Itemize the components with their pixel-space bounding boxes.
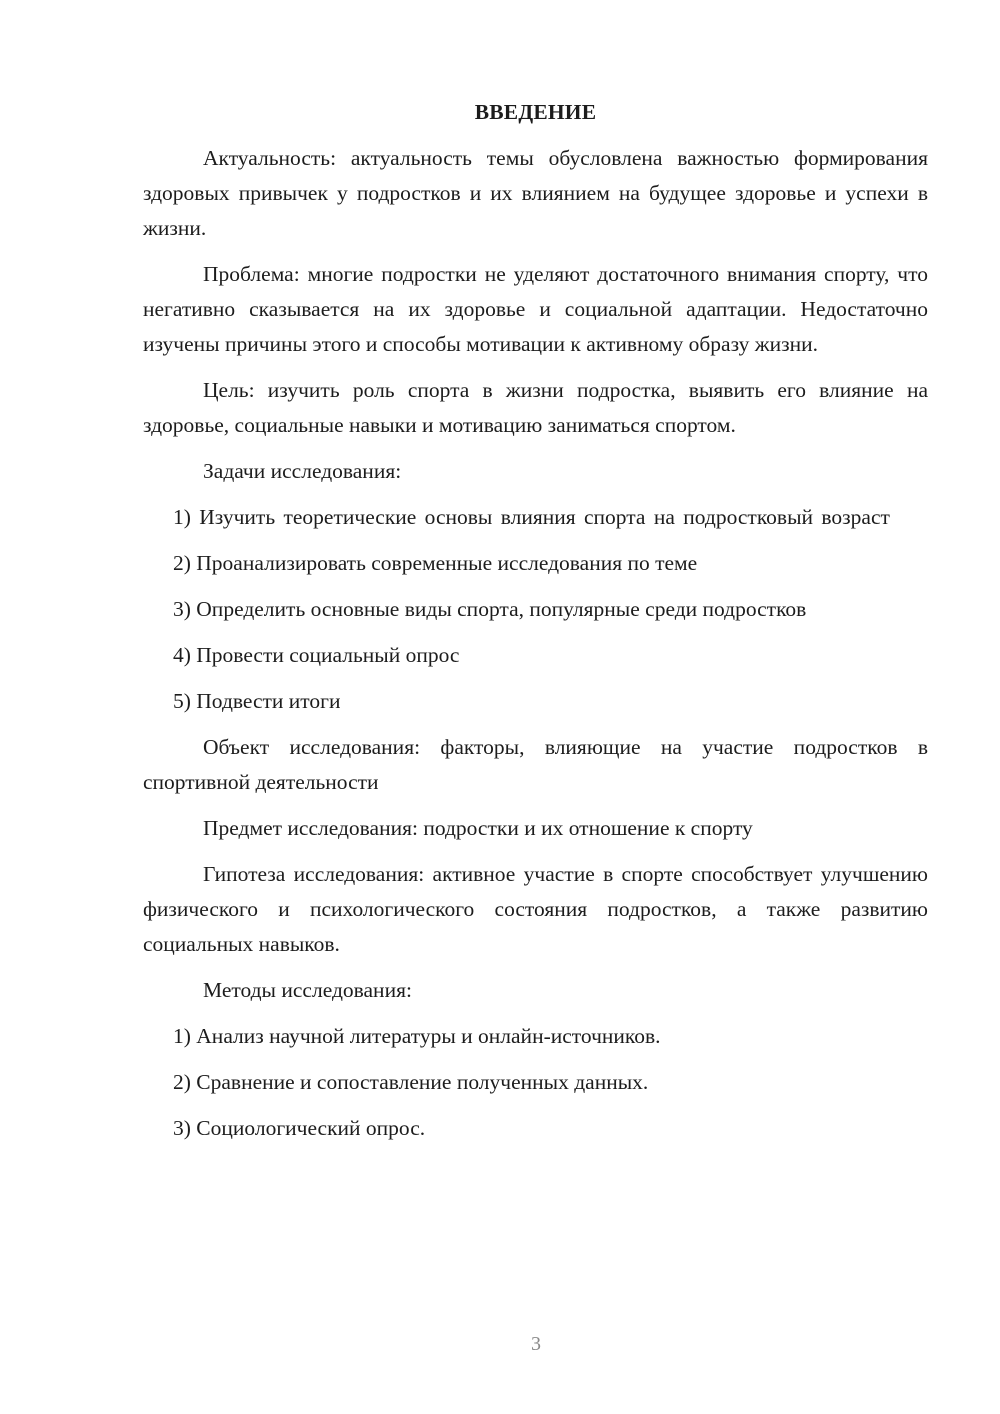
tasks-heading: Задачи исследования:	[203, 459, 402, 483]
task-item-1: 1) Изучить теоретические основы влияния спорта на подростковый возраст	[173, 505, 890, 529]
page-number: 3	[531, 1333, 541, 1355]
relevance-paragraph: Актуальность: актуальность темы обусловлена важностью формирования здоровых привычек у подростков и их влиянием на будущее здоровье и успехи в жизни.	[143, 146, 928, 240]
method-item-3: 3) Социологический опрос.	[173, 1116, 426, 1140]
document-title: ВВЕДЕНИЕ	[474, 100, 597, 124]
subject-paragraph: Предмет исследования: подростки и их отношение к спорту	[203, 816, 753, 840]
method-item-1: 1) Анализ научной литературы и онлайн-источников.	[173, 1024, 661, 1048]
task-item-3: 3) Определить основные виды спорта, популярные среди подростков	[173, 597, 807, 621]
task-item-4: 4) Провести социальный опрос	[173, 643, 460, 667]
task-item-5: 5) Подвести итоги	[173, 689, 341, 713]
hypothesis-paragraph: Гипотеза исследования: активное участие в спорте способствует улучшению физического и психологического состояния подростков, а также развитию социальных навыков.	[143, 862, 928, 956]
object-paragraph: Объект исследования: факторы, влияющие на участие подростков в спортивной деятельности	[143, 735, 928, 794]
task-item-2: 2) Проанализировать современные исследования по теме	[173, 551, 698, 575]
methods-heading: Методы исследования:	[203, 978, 412, 1002]
problem-paragraph: Проблема: многие подростки не уделяют достаточного внимания спорту, что негативно сказывается на их здоровье и социальной адаптации. Недостаточно изучены причины этого и способы мотивации к активному образу жизни.	[143, 262, 928, 356]
document-page	[143, 95, 928, 1157]
goal-paragraph: Цель: изучить роль спорта в жизни подростка, выявить его влияние на здоровье, социальные навыки и мотивацию заниматься спортом.	[143, 378, 928, 437]
method-item-2: 2) Сравнение и сопоставление полученных данных.	[173, 1070, 649, 1094]
